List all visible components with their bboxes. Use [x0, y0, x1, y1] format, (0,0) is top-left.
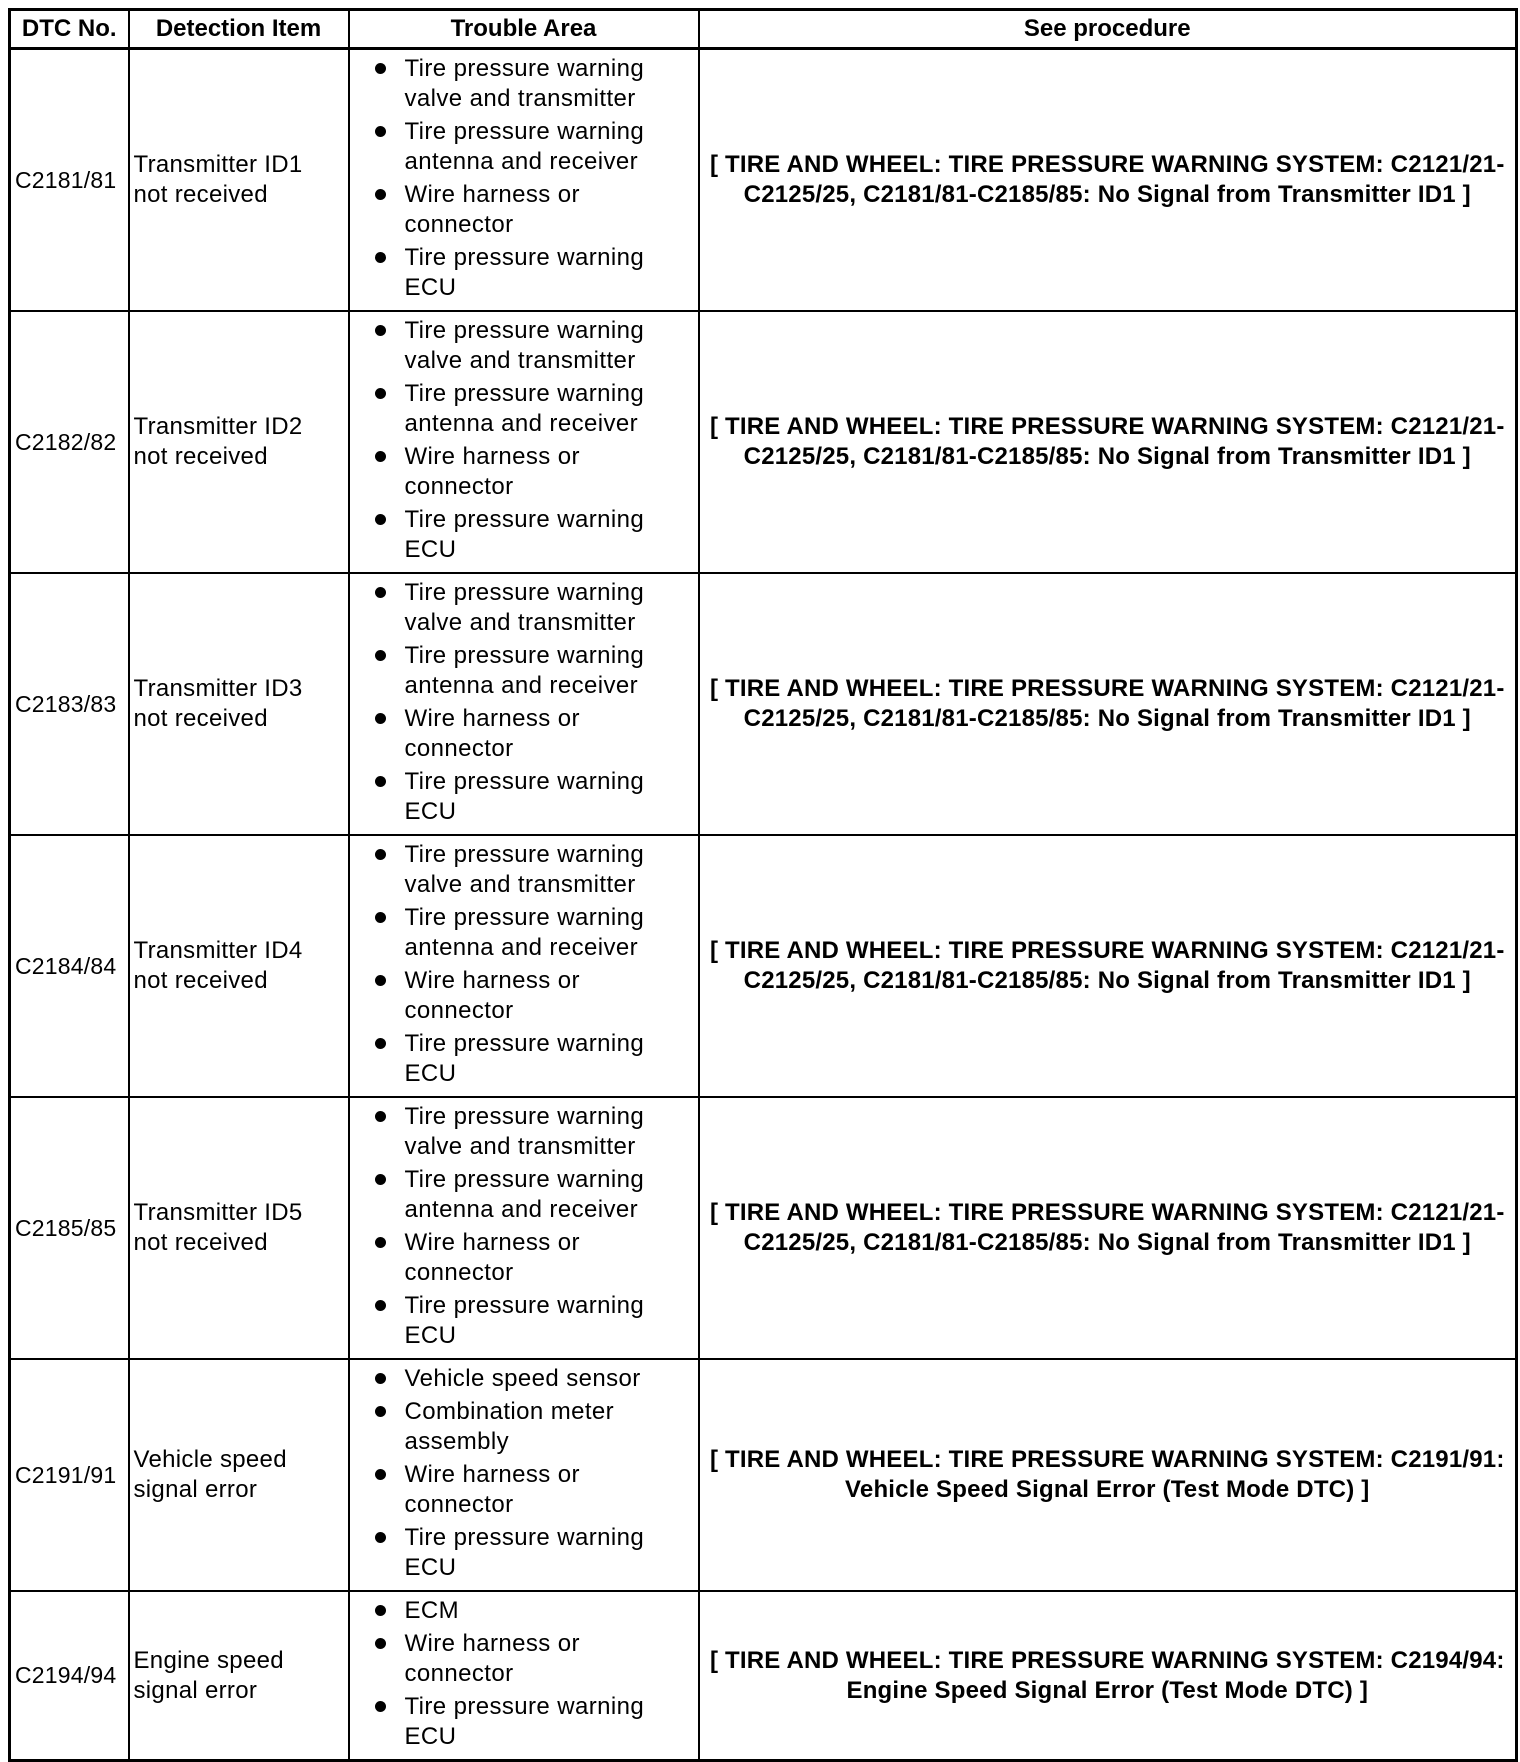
trouble-item: Wire harness or connector	[350, 442, 694, 502]
dtc-code: C2182/82	[10, 311, 129, 573]
trouble-item: Tire pressure warning ECU	[350, 1523, 694, 1583]
table-header-row	[10, 10, 1517, 49]
procedure-link[interactable]: [ TIRE AND WHEEL: TIRE PRESSURE WARNING SYSTEM: C2121/21-C2125/25, C2181/81-C2185/85: No Signal from Transmitter ID1 ]	[699, 573, 1517, 835]
detection-line: Transmitter ID2	[133, 413, 303, 440]
table-row	[10, 835, 1517, 1097]
trouble-item: Tire pressure warning valve and transmitter	[350, 54, 694, 114]
procedure-link[interactable]: [ TIRE AND WHEEL: TIRE PRESSURE WARNING SYSTEM: C2121/21-C2125/25, C2181/81-C2185/85: No Signal from Transmitter ID1 ]	[699, 49, 1517, 312]
procedure-link[interactable]: [ TIRE AND WHEEL: TIRE PRESSURE WARNING SYSTEM: C2194/94: Engine Speed Signal Error (Test Mode DTC) ]	[699, 1591, 1517, 1761]
detection-line: Transmitter ID5	[133, 1199, 303, 1226]
header-detection-item: Detection Item	[129, 10, 349, 49]
procedure-link[interactable]: [ TIRE AND WHEEL: TIRE PRESSURE WARNING SYSTEM: C2121/21-C2125/25, C2181/81-C2185/85: No Signal from Transmitter ID1 ]	[699, 1097, 1517, 1359]
trouble-item: Wire harness or connector	[350, 180, 694, 240]
detection-line: not received	[133, 967, 268, 994]
detection-line: Vehicle speed	[133, 1446, 287, 1473]
trouble-item: Tire pressure warning valve and transmitter	[350, 316, 694, 376]
detection-line: not received	[133, 181, 268, 208]
trouble-item: Tire pressure warning antenna and receiver	[350, 379, 694, 439]
procedure-link[interactable]: [ TIRE AND WHEEL: TIRE PRESSURE WARNING SYSTEM: C2121/21-C2125/25, C2181/81-C2185/85: No Signal from Transmitter ID1 ]	[699, 835, 1517, 1097]
detection-line: not received	[133, 1229, 268, 1256]
trouble-item: ECM	[350, 1596, 694, 1626]
header-dtc-no: DTC No.	[10, 10, 129, 49]
trouble-area	[349, 1359, 699, 1591]
detection-line: Engine speed	[133, 1646, 284, 1674]
dtc-code: C2194/94	[10, 1591, 129, 1761]
dtc-code: C2191/91	[10, 1359, 129, 1591]
trouble-area	[349, 1591, 699, 1761]
detection-item	[129, 1591, 349, 1761]
trouble-item: Tire pressure warning antenna and receiver	[350, 1165, 694, 1225]
trouble-area	[349, 49, 699, 312]
trouble-item: Tire pressure warning valve and transmitter	[350, 578, 694, 638]
trouble-area	[349, 573, 699, 835]
detection-item	[129, 573, 349, 835]
detection-line: Transmitter ID4	[133, 937, 303, 964]
trouble-item: Tire pressure warning ECU	[350, 1692, 694, 1752]
dtc-code: C2183/83	[10, 573, 129, 835]
trouble-item: Tire pressure warning ECU	[350, 1291, 694, 1351]
detection-item	[129, 49, 349, 312]
header-trouble-area: Trouble Area	[349, 10, 699, 49]
table-row	[10, 1097, 1517, 1359]
table-row	[10, 1591, 1517, 1761]
trouble-item: Tire pressure warning antenna and receiver	[350, 117, 694, 177]
detection-line: not received	[133, 705, 268, 732]
trouble-area	[349, 835, 699, 1097]
dtc-code: C2184/84	[10, 835, 129, 1097]
detection-line: Transmitter ID1	[133, 151, 303, 178]
trouble-area	[349, 1097, 699, 1359]
detection-line: signal error	[133, 1476, 258, 1503]
trouble-area	[349, 311, 699, 573]
detection-line: Transmitter ID3	[133, 675, 303, 702]
detection-line: signal error	[133, 1676, 258, 1704]
trouble-item: Wire harness or connector	[350, 1629, 694, 1689]
trouble-item: Wire harness or connector	[350, 966, 694, 1026]
trouble-item: Tire pressure warning ECU	[350, 243, 694, 303]
table-row	[10, 573, 1517, 835]
table-row	[10, 1359, 1517, 1591]
trouble-item: Tire pressure warning valve and transmitter	[350, 840, 694, 900]
procedure-link[interactable]: [ TIRE AND WHEEL: TIRE PRESSURE WARNING SYSTEM: C2121/21-C2125/25, C2181/81-C2185/85: No Signal from Transmitter ID1 ]	[699, 311, 1517, 573]
trouble-item: Combination meter assembly	[350, 1397, 694, 1457]
detection-item	[129, 311, 349, 573]
detection-item	[129, 1359, 349, 1591]
procedure-link[interactable]: [ TIRE AND WHEEL: TIRE PRESSURE WARNING SYSTEM: C2191/91: Vehicle Speed Signal Error (Test Mode DTC) ]	[699, 1359, 1517, 1591]
trouble-item: Tire pressure warning ECU	[350, 505, 694, 565]
detection-line: not received	[133, 443, 268, 470]
dtc-table	[8, 8, 1518, 1762]
trouble-item: Tire pressure warning ECU	[350, 1029, 694, 1089]
table-row	[10, 49, 1517, 312]
trouble-item: Tire pressure warning valve and transmitter	[350, 1102, 694, 1162]
trouble-item: Vehicle speed sensor	[350, 1364, 694, 1394]
dtc-code: C2181/81	[10, 49, 129, 312]
detection-item	[129, 1097, 349, 1359]
detection-item	[129, 835, 349, 1097]
trouble-item: Tire pressure warning antenna and receiver	[350, 641, 694, 701]
dtc-code: C2185/85	[10, 1097, 129, 1359]
trouble-item: Tire pressure warning ECU	[350, 767, 694, 827]
trouble-item: Wire harness or connector	[350, 1460, 694, 1520]
trouble-item: Tire pressure warning antenna and receiver	[350, 903, 694, 963]
table-row	[10, 311, 1517, 573]
header-see-procedure: See procedure	[699, 10, 1517, 49]
trouble-item: Wire harness or connector	[350, 1228, 694, 1288]
trouble-item: Wire harness or connector	[350, 704, 694, 764]
